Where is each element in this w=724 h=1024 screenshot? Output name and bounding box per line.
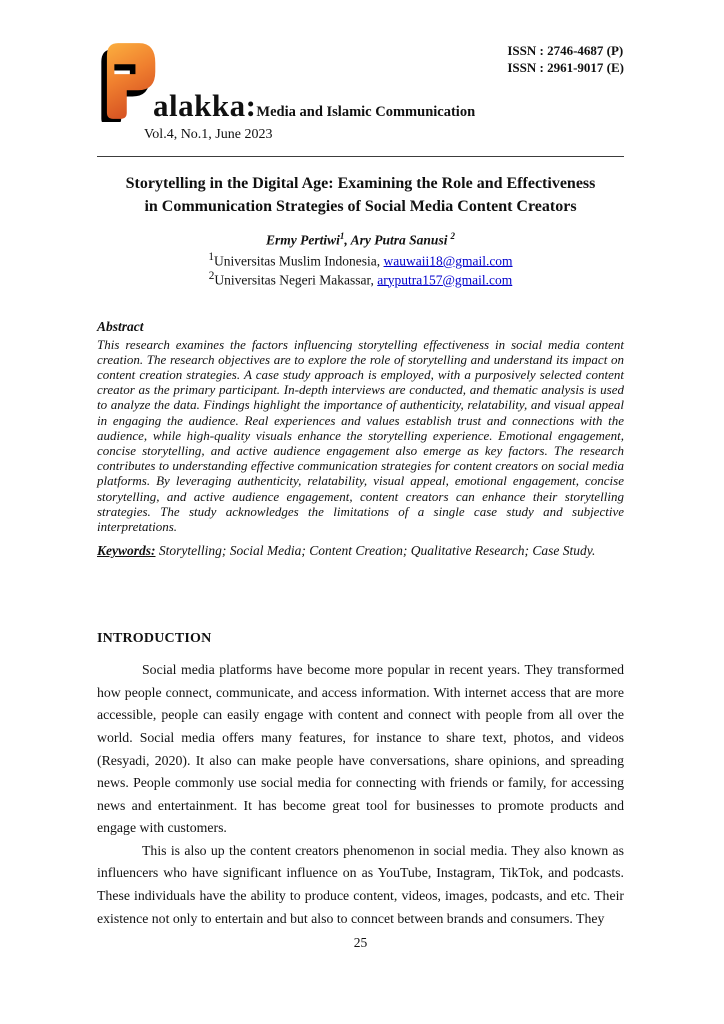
palakka-logo-p-icon [97,40,159,122]
issn-print: ISSN : 2746-4687 (P) [507,43,624,58]
author-1-email-link[interactable]: wauwaii18@gmail.com [383,253,513,268]
abstract-section [97,319,624,535]
issn-electronic: ISSN : 2961-9017 (E) [507,60,624,75]
issn-block [507,40,624,76]
affiliation-2-superscript: 2 [208,269,215,282]
author-1-superscript: 1 [339,231,345,241]
journal-tagline: Media and Islamic Communication [256,104,476,120]
author-2-email-link[interactable]: aryputra157@gmail.com [377,272,513,287]
authors-line [97,231,624,249]
author-2-name: Ary Putra Sanusi [350,232,448,248]
affiliation-1-superscript: 1 [208,250,215,263]
header-divider [97,156,624,157]
abstract-text: This research examines the factors influencing storytelling effectiveness in social media content creation. The research objectives are to explore the role of storytelling and understand its impact on content creation strategies. A case study approach is employed, with a purposively selected content creator as the primary participant. In-depth interviews are conducted, and thematic analysis is used to analyze the data. Findings highlight the importance of authenticity, relatability, and visual appeal in engaging the audience. Real experiences and values establish trust and connections with the audience, while high-quality visuals enhance the storytelling experience. Emotional engagement, concise storytelling, and active audience engagement also emerge as key factors. The research contributes to understanding effective communication strategies for content creators on social media platforms. By leveraging authenticity, relatability, visual appeal, emotional engagement, concise storytelling, and active audience engagement, content creators can enhance their storytelling strategies. The study acknowledges the limitations of a single case study and subjective interpretations. [97,336,624,534]
article-title-line2: in Communication Strategies of Social Media Content Creators [144,198,577,215]
affiliation-1 [97,250,624,269]
introduction-paragraph-2: This is also up the content creators phenomenon in social media. They also known as influencers who have significant influence on as YouTube, Instagram, TikTok, and podcasts. These individuals have the ability to produce content, videos, images, podcasts, and etc. Their existence not only to entertain and but also to conncet between brands and consumers. They [97,842,624,926]
keywords-line [97,543,624,559]
affiliation-1-institution: Universitas Muslim Indonesia, [214,253,384,268]
keywords-text: Storytelling; Social Media; Content Creation; Qualitative Research; Case Study. [155,543,596,559]
affiliation-2 [97,269,624,288]
abstract-heading: Abstract [97,318,144,334]
section-heading-introduction: INTRODUCTION [97,631,212,647]
affiliations [97,250,624,288]
journal-header [97,40,624,122]
author-2-superscript: 2 [450,231,455,241]
article-title [97,172,624,218]
journal-wordmark [153,90,475,122]
journal-name: alakka: [153,88,257,123]
keywords-label: Keywords: [97,543,156,559]
volume-issue-date: Vol.4, No.1, June 2023 [144,127,273,142]
introduction-paragraph-1: Social media platforms have become more popular in recent years. They transformed how people connect, communicate, and access information. With internet access that are more accessible, people can easily engage with content and connect with people from all over the world. Social media offers many features, for instance to share text, photos, and videos (Resyadi, 2020). It also can make people have conversations, share opinions, and spreading news. People commonly use social media for connecting with friends or family, for accessing news and entertainment. It has become great tool for businesses to promote products and engage with customers. [97,662,624,836]
affiliation-2-institution: Universitas Negeri Makassar, [214,272,378,287]
author-1-name: Ermy Pertiwi [266,232,340,248]
journal-logo [97,40,475,122]
page-number: 25 [353,935,368,951]
article-title-line1: Storytelling in the Digital Age: Examining the Role and Effectiveness [125,175,596,192]
authors-separator: , [344,232,351,248]
